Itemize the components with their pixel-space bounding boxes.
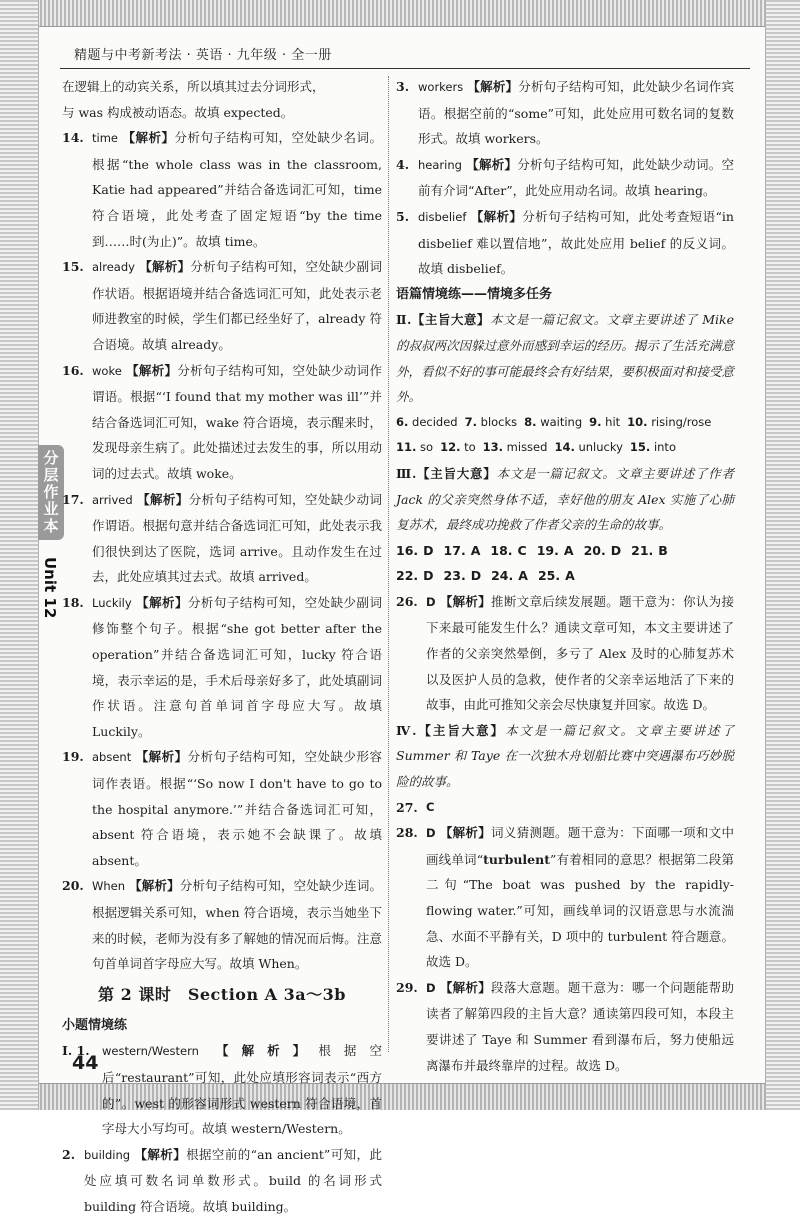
unit-text: Unit 12	[41, 557, 59, 619]
analysis-tag: 【解析】	[439, 593, 492, 609]
item-number: 16.	[62, 362, 84, 378]
underlined-word: turbulent	[483, 851, 550, 867]
analysis-tag: 【解析】	[122, 130, 175, 146]
mcq-answer: 18. C	[490, 542, 527, 558]
item-answer: arrived	[92, 492, 133, 507]
item-body	[84, 1142, 382, 1220]
answer-item	[396, 152, 734, 204]
mcq-answer: 17. A	[443, 542, 481, 558]
item-explanation: 分析句子结构可知，空处缺少副词修饰整个句子。根据“she got better after the operation”并结合备选词汇可知，lucky 符合语境，表示幸运的是，手术后母亲好多了，此处填副词作状语。注意句首单词首字母应大写。故填 Luckily。	[92, 594, 382, 739]
item-number: 29.	[396, 979, 418, 995]
fill-answer: 13. missed	[482, 440, 548, 455]
mcq-answer: 22. D	[396, 568, 434, 584]
fill-answer: 6. decided	[396, 414, 458, 429]
answer-item	[62, 744, 382, 873]
item-explanation: 段落大意题。题干意为：哪一个问题能帮助读者了解第四段的主旨大意？通读第四段可知，本段主要讲述了 Taye 和 Summer 看到瀑布后，努力使船远离瀑布并最终靠岸的过程。故选 D。	[426, 979, 734, 1073]
item-explanation: 分析句子结构可知，空处缺少形容词作表语。根据“‘So now I don't have to go to the hospital anymore.’”并结合备选词汇可知，absent 符合语境，表示她不会缺课了。故填 absent。	[92, 749, 382, 868]
item-body	[92, 873, 382, 976]
mcq-answers-row	[396, 563, 734, 589]
item-answer: D	[426, 980, 436, 995]
item-answer: When	[92, 879, 126, 894]
summary-label: Ⅳ.【主旨大意】	[396, 722, 505, 738]
item-answer: absent	[92, 750, 132, 765]
item-body	[92, 254, 382, 357]
fill-answer: 15. into	[629, 440, 676, 455]
analysis-tag: 【解析】	[135, 749, 188, 765]
scan-border-left	[0, 0, 39, 1110]
summary-label: Ⅱ.【主旨大意】	[396, 312, 490, 328]
analysis-tag: 【解析】	[215, 1043, 319, 1059]
answer-item	[62, 1142, 382, 1220]
item-explanation: 分析句子结构可知，空处缺少连词。根据逻辑关系可知，when 符合语境，表示当她坐下来的时候，老师为没有多了解她的情况而后悔。注意句首单词首字母应大写。故填 When。	[92, 878, 382, 972]
item-number: 5.	[396, 208, 410, 224]
fill-answer: 12. to	[440, 440, 476, 455]
item-body	[92, 744, 382, 873]
item-answer: western/Western	[102, 1044, 199, 1059]
item-number: 4.	[396, 156, 410, 172]
item-explanation: 分析句子结构可知，空处缺少名词。根据“the whole class was in the classroom, Katie had appeared”并结合备选词汇可知，time 符合语境，此处考查了固定短语“by the time 到……时(为止)”。故填 time。	[92, 130, 382, 249]
analysis-tag: 【解析】	[439, 979, 492, 995]
mcq-answer: 23. D	[443, 568, 482, 584]
intro-line: 与 was 构成被动语态。故填 expected。	[62, 104, 294, 120]
fill-answers-row	[396, 410, 734, 436]
answer-item	[62, 254, 382, 357]
item-number: Ⅰ. 1.	[62, 1043, 90, 1059]
item-body	[92, 487, 382, 590]
mcq-answer: 19. A	[536, 542, 574, 558]
mcq-answer: 24. A	[491, 568, 528, 584]
item-body	[92, 358, 382, 487]
item-number: 27.	[396, 799, 418, 815]
summary-block	[396, 718, 734, 795]
mcq-answer: 16. D	[396, 542, 434, 558]
unit-label	[37, 548, 63, 628]
item-explanation: 分析句子结构可知，此处考查短语“in disbelief 难以置信地”，故此处应用 belief 的反义词。故填 disbelief。	[418, 208, 734, 277]
answer-item	[396, 820, 734, 975]
page-number: 44	[72, 1052, 99, 1074]
analysis-tag: 【解析】	[137, 491, 189, 507]
side-tab-label: 分层作业本	[41, 450, 60, 535]
right-column	[396, 74, 734, 1078]
mcq-answer: 20. D	[583, 542, 622, 558]
scan-border-right	[765, 0, 800, 1110]
answer-item	[62, 487, 382, 590]
item-number: 28.	[396, 825, 418, 841]
item-explanation: 根据空后“restaurant”可知，此处应填形容词表示“西方的”。west 的形容词形式 western 符合语境，首字母大小写均可。故填 western/Western。	[102, 1043, 382, 1137]
analysis-tag: 【解析】	[126, 362, 178, 378]
lesson-title: 第 2 课时 Section A 3a～3b	[98, 984, 346, 1004]
fill-answer: 14. unlucky	[554, 440, 623, 455]
analysis-tag: 【解析】	[129, 878, 180, 894]
item-number: 18.	[62, 594, 84, 610]
answer-item	[62, 125, 382, 254]
item-number: 2.	[62, 1146, 76, 1162]
item-explanation: 根据空前的“an ancient”可知，此处应填可数名词单数形式。build 的名词形式 building 符合语境。故填 building。	[84, 1146, 382, 1214]
answer-item	[396, 204, 734, 282]
mcq-answers-row	[396, 538, 734, 564]
answer-item	[396, 795, 734, 821]
answer-item	[396, 74, 734, 152]
item-number: 19.	[62, 749, 84, 765]
answer-item	[62, 873, 382, 976]
item-body	[92, 125, 382, 254]
analysis-tag: 【解析】	[439, 825, 492, 841]
scan-border-top	[0, 0, 800, 27]
item-explanation: 分析句子结构可知，此处缺少动词。空前有介词“After”，此处应用动名词。故填 hearing。	[418, 156, 734, 199]
item-answer: time	[92, 131, 118, 146]
item-explanation: 分析句子结构可知，空处缺少动词作谓语。根据“‘I found that my mother was ill’”并结合备选词汇可知，wake 符合语境，表示醒来时，发现母亲生病了。此处描述过去发生的事，所以用动词的过去式。故填 woke。	[92, 362, 382, 481]
item-explanation: 词义猜测题。题干意为：下面哪一项和文中画线单词“	[426, 825, 734, 867]
fill-answer: 9. hit	[589, 414, 621, 429]
column-divider	[388, 76, 389, 1052]
analysis-tag: 【解析】	[470, 208, 523, 224]
item-answer: hearing	[418, 157, 462, 172]
item-body	[426, 589, 734, 718]
summary-text: 本文是一篇记叙文。文章主要讲述了作者 Jack 的父亲突然身体不适，幸好他的朋友 Alex 实施了心肺复苏术，最终成功挽救了作者父亲的生命的故事。	[396, 465, 734, 533]
item-number: 15.	[62, 259, 84, 275]
running-header: 精题与中考新考法 · 英语 · 九年级 · 全一册	[74, 48, 332, 63]
item-number: 14.	[62, 130, 84, 146]
item-answer: disbelief	[418, 209, 467, 224]
item-answer: already	[92, 260, 135, 275]
summary-label: Ⅲ.【主旨大意】	[396, 465, 497, 481]
item-answer: woke	[92, 363, 122, 378]
item-answer: D	[426, 826, 436, 841]
fill-answers-row	[396, 435, 734, 461]
section-heading: 小题情境练	[62, 1017, 128, 1033]
answer-item	[396, 589, 734, 718]
summary-text: 本文是一篇记叙文。文章主要讲述了 Mike 的叔叔两次因躲过意外而感到幸运的经历。揭示了生活充满意外，看似不好的事可能最终会有好结果，要积极面对和接受意外。	[396, 312, 734, 405]
item-answer: Luckily	[92, 595, 132, 610]
item-body	[418, 152, 734, 204]
analysis-tag: 【解析】	[139, 259, 191, 275]
item-body	[426, 975, 734, 1078]
item-number: 3.	[396, 79, 410, 94]
fill-answer: 11. so	[396, 440, 434, 455]
analysis-tag: 【解析】	[467, 79, 519, 94]
intro-line: 在逻辑上的动宾关系，所以填其过去分词形式，	[62, 79, 325, 94]
summary-block	[396, 461, 734, 538]
answer-item	[62, 1038, 382, 1141]
item-body	[418, 74, 734, 152]
item-answer: D	[426, 594, 436, 609]
fill-answer: 7. blocks	[464, 414, 518, 429]
answer-item	[62, 590, 382, 745]
answer-item	[396, 975, 734, 1078]
item-explanation: 分析句子结构可知，空处缺少动词作谓语。根据句意并结合备选词汇可知，此处表示我们很快到达了医院，选词 arrive。且动作发生在过去，此处应填其过去式。故填 arrived。	[92, 491, 382, 585]
fill-answer: 10. rising/rose	[627, 414, 712, 429]
item-number: 20.	[62, 878, 84, 894]
item-explanation: 推断文章后续发展题。题干意为：你认为接下来最可能发生什么？通读文章可知，本文主要讲述了作者的父亲突然晕倒，多亏了 Alex 及时的心肺复苏术以及医护人员的急救，使作者的父亲幸运地活了下来的故事，由此可推知父亲会尽快康复并回家。故选 D。	[426, 593, 734, 713]
item-number: 17.	[62, 491, 84, 507]
mcq-answer: 21. B	[631, 542, 668, 558]
item-answer: C	[426, 799, 435, 814]
header-rule	[60, 68, 750, 69]
mcq-answer: 25. A	[537, 568, 575, 584]
item-explanation: 分析句子结构可知，此处缺少名词作宾语。根据空前的“some”可知，此处应用可数名词的复数形式。故填 workers。	[418, 79, 734, 147]
section-heading: 语篇情境练——情境多任务	[396, 286, 553, 302]
item-body	[102, 1038, 382, 1141]
item-answer: building	[84, 1147, 131, 1162]
item-body	[426, 820, 734, 975]
analysis-tag: 【解析】	[134, 1146, 187, 1162]
item-body	[92, 590, 382, 745]
side-tab	[38, 445, 64, 540]
answer-item	[62, 358, 382, 487]
item-number: 26.	[396, 593, 418, 609]
left-column	[62, 74, 382, 1220]
item-explanation: ”有着相同的意思？根据第二段第二句“The boat was pushed by the rapidly-flowing water.”可知，画线单词的汉语意思与水流湍急、水面不平静有关，D 项中的 turbulent 符合题意。故选 D。	[426, 851, 734, 970]
fill-answer: 8. waiting	[524, 414, 583, 429]
item-explanation: 分析句子结构可知，空处缺少副词作状语。根据语境并结合备选词汇可知，此处表示老师进教室的时候，学生们都已经坐好了，already 符合语境。故填 already。	[92, 259, 382, 352]
item-body	[418, 204, 734, 282]
analysis-tag: 【解析】	[136, 594, 188, 610]
summary-block	[396, 307, 734, 409]
item-answer: workers	[418, 80, 464, 94]
analysis-tag: 【解析】	[466, 156, 518, 172]
summary-text: 本文是一篇记叙文。文章主要讲述了 Summer 和 Taye 在一次独木舟划船比赛中突遇瀑布巧妙脱险的故事。	[396, 722, 734, 790]
